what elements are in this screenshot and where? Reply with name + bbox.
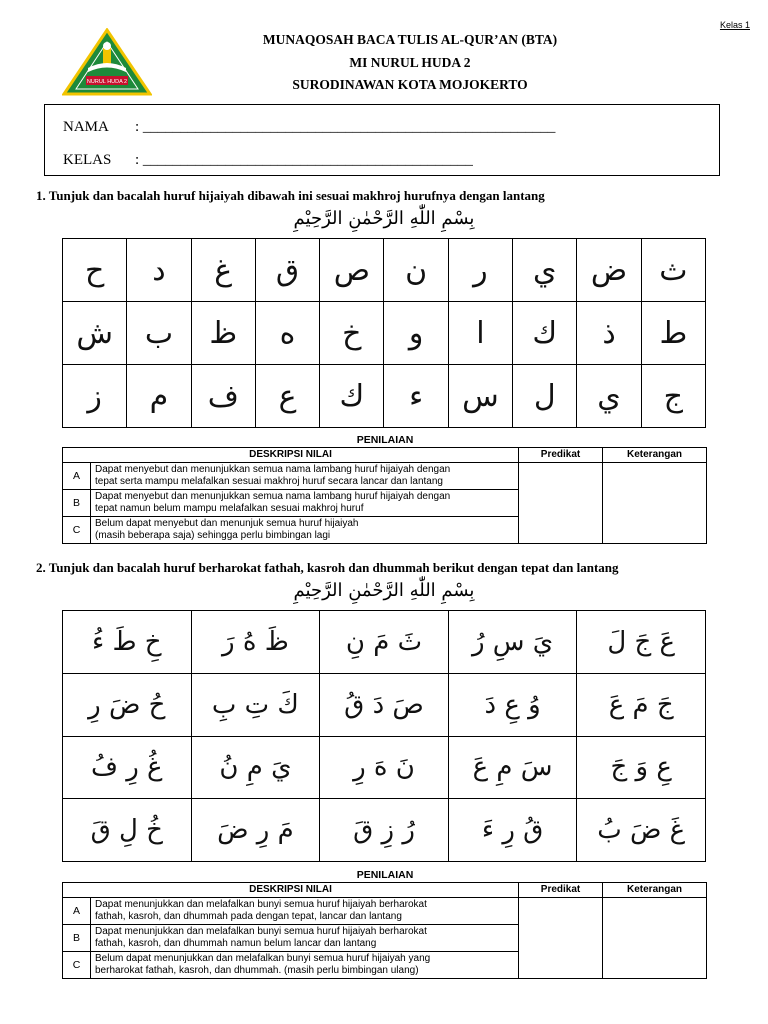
hijaiyah-letter-row bbox=[63, 239, 706, 302]
description-line: Dapat menyebut dan menunjukkan semua nama lambang huruf hijaiyah dengan bbox=[95, 491, 451, 502]
grade-letter: C bbox=[63, 952, 91, 979]
harakat-letter-cell[interactable]: وُ عِ دَ bbox=[448, 673, 577, 736]
harakat-letter-row bbox=[63, 611, 706, 674]
logo-text: NURUL HUDA 2 bbox=[86, 79, 128, 85]
description-line: tepat serta mampu melafalkan sesuai makhroj huruf secara lancar dan lantang bbox=[95, 476, 443, 487]
predicate-header: Predikat bbox=[519, 448, 603, 463]
predicate-cell[interactable] bbox=[519, 463, 603, 544]
assessment-1-title: PENILAIAN bbox=[356, 434, 414, 446]
hijaiyah-letter-cell[interactable]: ظ bbox=[191, 302, 255, 365]
harakat-letter-cell[interactable]: غُ رِ فُ bbox=[63, 736, 192, 799]
grade-description bbox=[91, 463, 519, 490]
assessment-2-header-row bbox=[63, 883, 707, 898]
hijaiyah-letter-cell[interactable]: م bbox=[127, 365, 191, 428]
harakat-letter-cell[interactable]: سَ مِ عَ bbox=[448, 736, 577, 799]
hijaiyah-letter-cell[interactable]: ك bbox=[320, 365, 384, 428]
hijaiyah-letter-cell[interactable]: ك bbox=[513, 302, 577, 365]
harakat-letter-cell[interactable]: يَ سِ رُ bbox=[448, 611, 577, 674]
harakat-letter-cell[interactable]: ظَ هُ رَ bbox=[191, 611, 320, 674]
harakat-letter-cell[interactable]: ثَ مَ نِ bbox=[320, 611, 449, 674]
school-logo bbox=[62, 28, 152, 96]
description-line: Belum dapat menyebut dan menunjuk semua huruf hijaiyah bbox=[95, 518, 359, 529]
description-line: berharokat fathah, kasroh, dan dhummah. (masih perlu bimbingan ulang) bbox=[95, 965, 419, 976]
hijaiyah-letter-cell[interactable]: ر bbox=[448, 239, 512, 302]
assessment-2-table bbox=[62, 882, 707, 979]
description-line: fathah, kasroh, dan dhummah pada dengan tepat, lancar dan lantang bbox=[95, 911, 402, 922]
grade-letter: B bbox=[63, 490, 91, 517]
harakat-letter-cell[interactable]: كَ تِ بِ bbox=[191, 673, 320, 736]
hijaiyah-letter-cell[interactable]: ل bbox=[513, 365, 577, 428]
description-line: Dapat menyebut dan menunjukkan semua nama lambang huruf hijaiyah dengan bbox=[95, 464, 451, 475]
question-2: 2. Tunjuk dan bacalah huruf berharokat fathah, kasroh dan dhummah berikut dengan tepat dan lantang bbox=[36, 560, 619, 575]
hijaiyah-letter-cell[interactable]: غ bbox=[191, 239, 255, 302]
header-line-1: MUNAQOSAH BACA TULIS AL-QUR’AN (BTA) bbox=[262, 32, 558, 47]
notes-header: Keterangan bbox=[603, 448, 707, 463]
description-header: DESKRIPSI NILAI bbox=[63, 448, 519, 463]
grade-letter: B bbox=[63, 925, 91, 952]
harakat-letter-cell[interactable]: جَ مَ عَ bbox=[577, 673, 706, 736]
hijaiyah-letter-cell[interactable]: د bbox=[127, 239, 191, 302]
harakat-letter-cell[interactable]: حُ ضَ رِ bbox=[63, 673, 192, 736]
grade-letter: A bbox=[63, 898, 91, 925]
hijaiyah-letter-cell[interactable]: ج bbox=[641, 365, 705, 428]
hijaiyah-letter-cell[interactable]: ن bbox=[384, 239, 448, 302]
description-header: DESKRIPSI NILAI bbox=[63, 883, 519, 898]
name-label: NAMA bbox=[63, 119, 109, 135]
harakat-letter-cell[interactable]: عَ جَ لَ bbox=[577, 611, 706, 674]
hijaiyah-letter-row bbox=[63, 365, 706, 428]
harakat-letter-cell[interactable]: نَ هَ رِ bbox=[320, 736, 449, 799]
hijaiyah-letter-cell[interactable]: ذ bbox=[577, 302, 641, 365]
assessment-2-title: PENILAIAN bbox=[356, 869, 414, 881]
hijaiyah-letter-cell[interactable]: ش bbox=[63, 302, 127, 365]
harakat-letter-row bbox=[63, 799, 706, 862]
grade-description bbox=[91, 517, 519, 544]
header-line-3: SURODINAWAN KOTA MOJOKERTO bbox=[292, 77, 528, 92]
grade-letter: A bbox=[63, 463, 91, 490]
grade-letter: C bbox=[63, 517, 91, 544]
grade-description bbox=[91, 898, 519, 925]
name-field[interactable]: : _______________________________________________________ bbox=[135, 119, 556, 135]
hijaiyah-letter-cell[interactable]: ز bbox=[63, 365, 127, 428]
harakat-letter-cell[interactable]: غَ ضَ بُ bbox=[577, 799, 706, 862]
harakat-letter-cell[interactable]: صَ دَ قُ bbox=[320, 673, 449, 736]
description-line: Belum dapat menunjukkan dan melafalkan bunyi semua huruf hijaiyah yang bbox=[95, 953, 431, 964]
hijaiyah-letter-cell[interactable]: ا bbox=[448, 302, 512, 365]
hijaiyah-letter-cell[interactable]: ث bbox=[641, 239, 705, 302]
hijaiyah-letter-cell[interactable]: خ bbox=[320, 302, 384, 365]
predicate-header: Predikat bbox=[519, 883, 603, 898]
notes-cell[interactable] bbox=[603, 898, 707, 979]
grade-description bbox=[91, 952, 519, 979]
assessment-1-grade-row bbox=[63, 463, 707, 490]
harakat-letter-row bbox=[63, 736, 706, 799]
hijaiyah-letter-cell[interactable]: ط bbox=[641, 302, 705, 365]
assessment-1-table bbox=[62, 447, 707, 544]
class-label: KELAS bbox=[63, 152, 112, 168]
class-level-label: Kelas 1 bbox=[719, 20, 750, 30]
harakat-letter-cell[interactable]: قُ رِ ءَ bbox=[448, 799, 577, 862]
description-line: fathah, kasroh, dan dhummah namun belum lancar dan lantang bbox=[95, 938, 377, 949]
hijaiyah-letter-cell[interactable]: ي bbox=[577, 365, 641, 428]
hijaiyah-letter-cell[interactable]: س bbox=[448, 365, 512, 428]
notes-cell[interactable] bbox=[603, 463, 707, 544]
hijaiyah-letter-cell[interactable]: ي bbox=[513, 239, 577, 302]
hijaiyah-letter-cell[interactable]: ء bbox=[384, 365, 448, 428]
harakat-letter-grid bbox=[62, 610, 706, 862]
hijaiyah-letter-cell[interactable]: ف bbox=[191, 365, 255, 428]
description-line: tepat namun belum mampu melafalkan sesuai makhroj huruf bbox=[95, 503, 364, 514]
harakat-letter-cell[interactable]: خُ لِ قَ bbox=[63, 799, 192, 862]
hijaiyah-letter-cell[interactable]: و bbox=[384, 302, 448, 365]
description-line: (masih beberapa saja) sehingga perlu bimbingan lagi bbox=[95, 530, 331, 541]
student-id-box bbox=[44, 104, 720, 176]
hijaiyah-letter-row bbox=[63, 302, 706, 365]
harakat-letter-cell[interactable]: مَ رِ ضَ bbox=[191, 799, 320, 862]
school-logo-icon bbox=[62, 28, 152, 96]
description-line: Dapat menunjukkan dan melafalkan bunyi semua huruf hijaiyah berharokat bbox=[95, 899, 427, 910]
basmalah-2: بِسْمِ اللّٰهِ الرَّحْمٰنِ الرَّحِيْمِ bbox=[293, 580, 475, 601]
hijaiyah-letter-cell[interactable]: ق bbox=[255, 239, 319, 302]
notes-header: Keterangan bbox=[603, 883, 707, 898]
grade-description bbox=[91, 490, 519, 517]
harakat-letter-cell[interactable]: خِ طَ ءُ bbox=[63, 611, 192, 674]
hijaiyah-letter-cell[interactable]: ع bbox=[255, 365, 319, 428]
harakat-letter-cell[interactable]: عِ وَ جَ bbox=[577, 736, 706, 799]
hijaiyah-letter-grid bbox=[62, 238, 706, 428]
harakat-letter-cell[interactable]: يَ مِ نُ bbox=[191, 736, 320, 799]
hijaiyah-letter-cell[interactable]: ه bbox=[255, 302, 319, 365]
predicate-cell[interactable] bbox=[519, 898, 603, 979]
description-line: Dapat menunjukkan dan melafalkan bunyi semua huruf hijaiyah berharokat bbox=[95, 926, 427, 937]
assessment-1-header-row bbox=[63, 448, 707, 463]
basmalah-1: بِسْمِ اللّٰهِ الرَّحْمٰنِ الرَّحِيْمِ bbox=[293, 208, 475, 229]
header-line-2: MI NURUL HUDA 2 bbox=[349, 55, 471, 70]
class-field[interactable]: : ____________________________________________ bbox=[135, 152, 473, 168]
harakat-letter-row bbox=[63, 673, 706, 736]
question-1: 1. Tunjuk dan bacalah huruf hijaiyah dibawah ini sesuai makhroj hurufnya dengan lantang bbox=[36, 188, 545, 203]
assessment-2-grade-row bbox=[63, 898, 707, 925]
hijaiyah-letter-cell[interactable]: ص bbox=[320, 239, 384, 302]
hijaiyah-letter-cell[interactable]: ح bbox=[63, 239, 127, 302]
grade-description bbox=[91, 925, 519, 952]
hijaiyah-letter-cell[interactable]: ض bbox=[577, 239, 641, 302]
hijaiyah-letter-cell[interactable]: ب bbox=[127, 302, 191, 365]
harakat-letter-cell[interactable]: رُ زِ قَ bbox=[320, 799, 449, 862]
